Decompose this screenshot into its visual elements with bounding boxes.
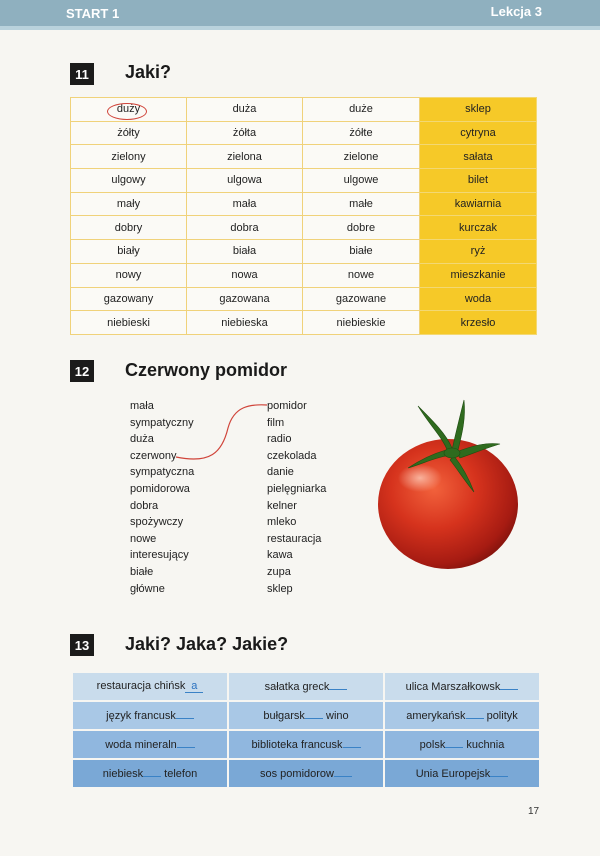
- tomato-image: [372, 396, 532, 572]
- adjective-item: białe: [130, 565, 154, 578]
- exercise-12-number: 12: [70, 360, 94, 382]
- phrase-stem: sos pomidorow: [260, 767, 334, 780]
- adjective-cell: dobry: [71, 216, 187, 240]
- noun-cell: sałata: [420, 145, 537, 169]
- ending-blank[interactable]: [343, 747, 361, 748]
- adjective-item: główne: [130, 582, 165, 595]
- ending-blank[interactable]: [305, 718, 323, 719]
- fill-in-cell: [385, 731, 539, 758]
- noun-item: radio: [267, 433, 292, 446]
- table-row: [71, 216, 537, 240]
- phrase-stem: język francusk: [106, 709, 176, 722]
- adjective-item: pomidorowa: [130, 482, 190, 495]
- adjective-cell: ulgowe: [303, 169, 420, 193]
- ending-blank[interactable]: [334, 776, 352, 777]
- adjective-cell: mała: [187, 192, 303, 216]
- fill-in-cell: [229, 702, 383, 729]
- adjective-item: spożywczy: [130, 516, 184, 529]
- adjective-cell: mały: [71, 192, 187, 216]
- ending-blank[interactable]: [143, 776, 161, 777]
- noun-item: pielęgniarka: [267, 482, 327, 495]
- answer-circle-mark: [107, 103, 147, 120]
- noun-item: restauracja: [267, 532, 322, 545]
- table-row: [71, 311, 537, 335]
- ending-blank[interactable]: [466, 718, 484, 719]
- ending-blank[interactable]: [490, 776, 508, 777]
- noun-item: film: [267, 416, 285, 429]
- table-row: [71, 263, 537, 287]
- adjective-cell: gazowane: [303, 287, 420, 311]
- phrase-stem: biblioteka francusk: [251, 738, 343, 751]
- adjective-cell: nowy: [71, 263, 187, 287]
- adjective-cell: biała: [187, 240, 303, 264]
- book-section-label: START 1: [66, 6, 120, 21]
- phrase-stem: sałatka greck: [264, 680, 330, 693]
- table-row: [73, 702, 539, 729]
- fill-in-endings-table: [71, 671, 541, 789]
- adjective-item: sympatyczna: [130, 466, 195, 479]
- table-row: [71, 121, 537, 145]
- fill-in-cell: [73, 731, 227, 758]
- adjective-cell: zielona: [187, 145, 303, 169]
- fill-in-cell: [229, 731, 383, 758]
- ending-blank[interactable]: [445, 747, 463, 748]
- phrase-stem: niebiesk: [102, 767, 144, 780]
- phrase-stem: Unia Europejsk: [415, 767, 491, 780]
- adjective-item: mała: [130, 400, 154, 412]
- adjective-item: czerwony: [130, 449, 177, 462]
- ending-blank[interactable]: [176, 718, 194, 719]
- fill-in-cell: [73, 760, 227, 787]
- adjective-cell: zielone: [303, 145, 420, 169]
- lesson-label: Lekcja 3: [490, 4, 542, 19]
- adjective-cell: żółty: [71, 121, 187, 145]
- exercise-13-number: 13: [70, 634, 94, 656]
- adjective-item: nowe: [130, 532, 157, 545]
- phrase-stem: ulica Marszałkowsk: [405, 680, 501, 693]
- ending-blank[interactable]: [329, 689, 347, 690]
- phrase-noun: wino: [322, 709, 349, 722]
- adjective-cell: żółta: [187, 121, 303, 145]
- adjective-cell: dobre: [303, 216, 420, 240]
- phrase-stem: polsk: [419, 738, 446, 751]
- noun-list: [267, 398, 326, 597]
- adjective-cell: małe: [303, 192, 420, 216]
- fill-in-cell: [385, 702, 539, 729]
- phrase-stem: restauracja chińsk: [96, 680, 186, 692]
- noun-cell: ryż: [420, 240, 537, 264]
- phrase-noun: polityk: [483, 709, 518, 722]
- phrase-stem: woda mineraln: [105, 738, 177, 751]
- adjective-cell: białe: [303, 240, 420, 264]
- fill-in-cell: [385, 760, 539, 787]
- noun-item: zupa: [267, 565, 291, 578]
- noun-cell: bilet: [420, 169, 537, 193]
- phrase-noun: kuchnia: [463, 738, 505, 751]
- adjective-cell: ulgowy: [71, 169, 187, 193]
- exercise-13-title: Jaki? Jaka? Jakie?: [125, 634, 289, 654]
- page-header: [0, 0, 600, 30]
- noun-item: czekolada: [267, 449, 317, 462]
- phrase-noun: telefon: [161, 767, 198, 780]
- table-row: [71, 169, 537, 193]
- noun-item: kelner: [267, 499, 297, 512]
- adjective-cell: nowa: [187, 263, 303, 287]
- adjective-cell: biały: [71, 240, 187, 264]
- adjective-cell: gazowana: [187, 287, 303, 311]
- exercise-11-title: Jaki?: [125, 62, 172, 82]
- table-row: [71, 145, 537, 169]
- phrase-stem: bułgarsk: [263, 709, 305, 722]
- adjective-agreement-table: [70, 97, 537, 335]
- noun-cell: mieszkanie: [420, 263, 537, 287]
- noun-cell: cytryna: [420, 121, 537, 145]
- noun-cell: sklep: [420, 98, 537, 122]
- fill-in-cell: [73, 673, 227, 700]
- adjective-cell: żółte: [303, 121, 420, 145]
- noun-cell: woda: [420, 287, 537, 311]
- page-number: 17: [528, 806, 540, 817]
- adjective-cell: niebieska: [187, 311, 303, 335]
- exercise-12-title: Czerwony pomidor: [125, 360, 288, 380]
- adjective-cell: gazowany: [71, 287, 187, 311]
- adjective-item: duża: [130, 433, 154, 446]
- adjective-cell: zielony: [71, 145, 187, 169]
- table-row: [73, 731, 539, 758]
- table-row: [71, 240, 537, 264]
- table-row: [73, 760, 539, 787]
- noun-cell: kurczak: [420, 216, 537, 240]
- adjective-cell: ulgowa: [187, 169, 303, 193]
- noun-item: danie: [267, 466, 294, 479]
- matching-line: [170, 398, 270, 468]
- adjective-cell: duży: [71, 98, 187, 122]
- adjective-cell: niebieski: [71, 311, 187, 335]
- fill-in-cell: [229, 673, 383, 700]
- noun-cell: kawiarnia: [420, 192, 537, 216]
- adjective-cell: duża: [187, 98, 303, 122]
- fill-in-cell: [73, 702, 227, 729]
- noun-item: kawa: [267, 549, 293, 562]
- noun-item: pomidor: [267, 400, 307, 412]
- phrase-stem: amerykańsk: [406, 709, 466, 722]
- fill-in-cell: [385, 673, 539, 700]
- exercise-11-number: 11: [70, 63, 94, 85]
- ending-blank[interactable]: [177, 747, 195, 748]
- adjective-cell: duże: [303, 98, 420, 122]
- table-row: [73, 673, 539, 700]
- fill-in-cell: [229, 760, 383, 787]
- noun-item: sklep: [267, 582, 293, 595]
- noun-item: mleko: [267, 516, 297, 529]
- adjective-cell: dobra: [187, 216, 303, 240]
- noun-cell: krzesło: [420, 311, 537, 335]
- ending-blank[interactable]: [500, 689, 518, 690]
- adjective-item: sympatyczny: [130, 416, 194, 429]
- adjective-item: interesujący: [130, 549, 189, 562]
- adjective-cell: niebieskie: [303, 311, 420, 335]
- table-row: [71, 192, 537, 216]
- table-row: [71, 287, 537, 311]
- ending-blank[interactable]: a: [185, 680, 203, 693]
- adjective-cell: nowe: [303, 263, 420, 287]
- adjective-item: dobra: [130, 499, 159, 512]
